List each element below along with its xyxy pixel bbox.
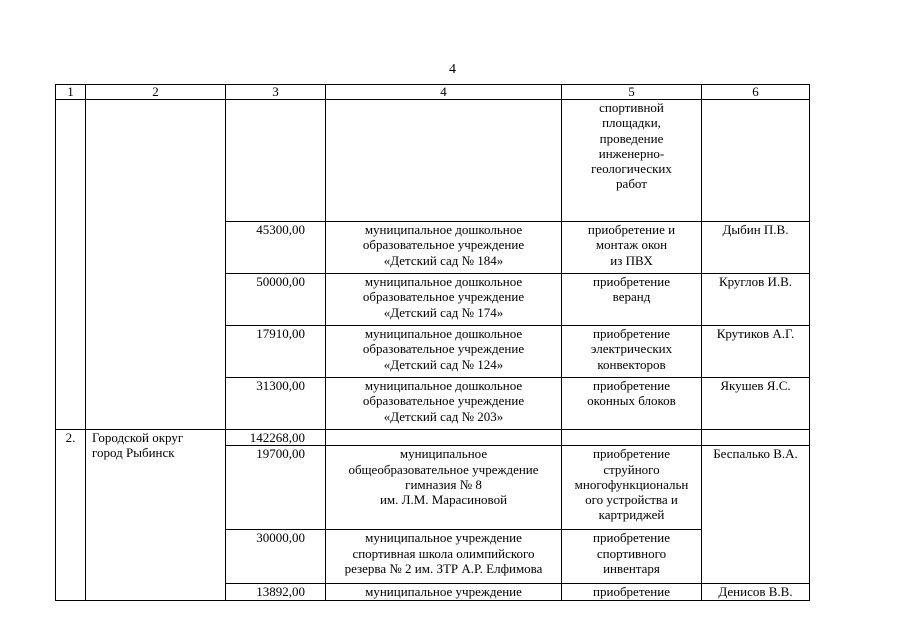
institution-line: муниципальное дошкольное — [364, 274, 523, 289]
purpose-line: приобретение — [593, 530, 670, 546]
column-number-5: 5 — [562, 85, 702, 100]
purpose-line: приобретение и — [587, 222, 676, 237]
empty-cell — [326, 430, 562, 446]
institution-line: образовательное учреждение — [362, 237, 525, 253]
institution-line: муниципальное дошкольное — [364, 378, 523, 393]
purpose-line: ого устройства и — [585, 492, 678, 508]
amount-cell: 13892,00 — [226, 584, 326, 600]
purpose-line: приобретение — [593, 446, 670, 462]
page-number: 4 — [449, 62, 456, 77]
institution-cell — [326, 100, 562, 222]
institution-cell — [326, 446, 562, 530]
amount-cell: 50000,00 — [226, 274, 326, 326]
table-header-row — [56, 85, 810, 100]
institution-cell — [326, 584, 562, 600]
institution-line: образовательное учреждение — [362, 341, 525, 357]
purpose-line: спортивного — [596, 545, 667, 561]
purpose-line: приобретение — [593, 326, 670, 341]
amount-cell: 30000,00 — [226, 530, 326, 584]
purpose-cell — [562, 530, 702, 584]
institution-cell — [326, 378, 562, 430]
person-cell: Крутиков А.Г. — [702, 326, 810, 378]
purpose-line: инженерно- — [598, 145, 665, 161]
purpose-line: из ПВХ — [610, 252, 653, 268]
amount-cell: 45300,00 — [226, 222, 326, 274]
empty-cell — [562, 430, 702, 446]
allocation-table — [55, 84, 810, 601]
purpose-line: приобретение — [593, 274, 670, 289]
purpose-line: конвекторов — [597, 356, 666, 372]
institution-line: образовательное учреждение — [362, 393, 525, 409]
institution-line: муниципальное учреждение — [365, 530, 522, 546]
institution-line: образовательное учреждение — [362, 289, 525, 305]
institution-line: резерва № 2 им. ЗТР А.Р. Елфимова — [344, 560, 543, 576]
purpose-cell — [562, 378, 702, 430]
purpose-line: веранд — [612, 289, 651, 305]
column-number-2: 2 — [86, 85, 226, 100]
purpose-line: приобретение — [593, 584, 670, 600]
purpose-line: работ — [616, 176, 647, 192]
institution-cell — [326, 222, 562, 274]
institution-line: «Детский сад № 174» — [383, 304, 504, 320]
district-name-line: город Рыбинск — [92, 445, 175, 461]
institution-cell — [326, 530, 562, 584]
purpose-line: геологических — [591, 161, 672, 177]
person-cell: Денисов В.В. — [702, 584, 810, 600]
purpose-cell — [562, 274, 702, 326]
column-number-4: 4 — [326, 85, 562, 100]
purpose-line: площадки, — [602, 115, 661, 131]
district-index-cell: 2. — [56, 430, 86, 601]
column-number-3: 3 — [226, 85, 326, 100]
purpose-line: электрических — [590, 341, 673, 357]
institution-line: гимназия № 8 — [405, 476, 482, 492]
institution-line: общеобразовательное учреждение — [348, 461, 539, 477]
institution-line: муниципальное дошкольное — [364, 222, 523, 237]
institution-line: «Детский сад № 124» — [383, 356, 504, 372]
district-total-row — [56, 430, 810, 446]
amount-cell: 31300,00 — [226, 378, 326, 430]
amount-cell: 17910,00 — [226, 326, 326, 378]
purpose-cell — [562, 446, 702, 530]
column-number-6: 6 — [702, 85, 810, 100]
person-cell: Якушев Я.С. — [702, 378, 810, 430]
purpose-cell — [562, 584, 702, 600]
index-cell — [56, 100, 86, 430]
institution-line: муниципальное учреждение — [365, 584, 522, 600]
purpose-line: многофункциональн — [574, 476, 689, 492]
purpose-line: инвентаря — [603, 560, 660, 576]
institution-cell — [326, 274, 562, 326]
institution-line: «Детский сад № 184» — [383, 252, 504, 268]
institution-line: спортивная школа олимпийского — [352, 545, 535, 561]
purpose-cell — [562, 326, 702, 378]
person-cell: Беспалько В.А. — [702, 446, 810, 584]
district-total-cell: 142268,00 — [226, 430, 326, 446]
district-name-cell — [86, 430, 226, 601]
purpose-cell — [562, 100, 702, 222]
person-cell: Дыбин П.В. — [702, 222, 810, 274]
person-cell — [702, 100, 810, 222]
institution-line: муниципальное дошкольное — [364, 326, 523, 341]
district-cell — [86, 100, 226, 430]
column-number-1: 1 — [56, 85, 86, 100]
amount-cell — [226, 100, 326, 222]
purpose-cell — [562, 222, 702, 274]
purpose-line: приобретение — [593, 378, 670, 393]
empty-cell — [702, 430, 810, 446]
institution-line: муниципальное — [399, 446, 488, 462]
institution-line: «Детский сад № 203» — [383, 408, 504, 424]
purpose-line: струйного — [603, 461, 660, 477]
purpose-line: спортивной — [599, 100, 664, 115]
amount-cell: 19700,00 — [226, 446, 326, 530]
purpose-line: монтаж окон — [595, 237, 668, 253]
district-name-line: Городской округ — [92, 430, 184, 445]
purpose-line: картриджей — [598, 507, 665, 523]
institution-line: им. Л.М. Марасиновой — [379, 492, 508, 508]
institution-cell — [326, 326, 562, 378]
purpose-line: проведение — [599, 130, 664, 146]
person-cell: Круглов И.В. — [702, 274, 810, 326]
table-row — [56, 100, 810, 222]
purpose-line: оконных блоков — [587, 393, 676, 409]
